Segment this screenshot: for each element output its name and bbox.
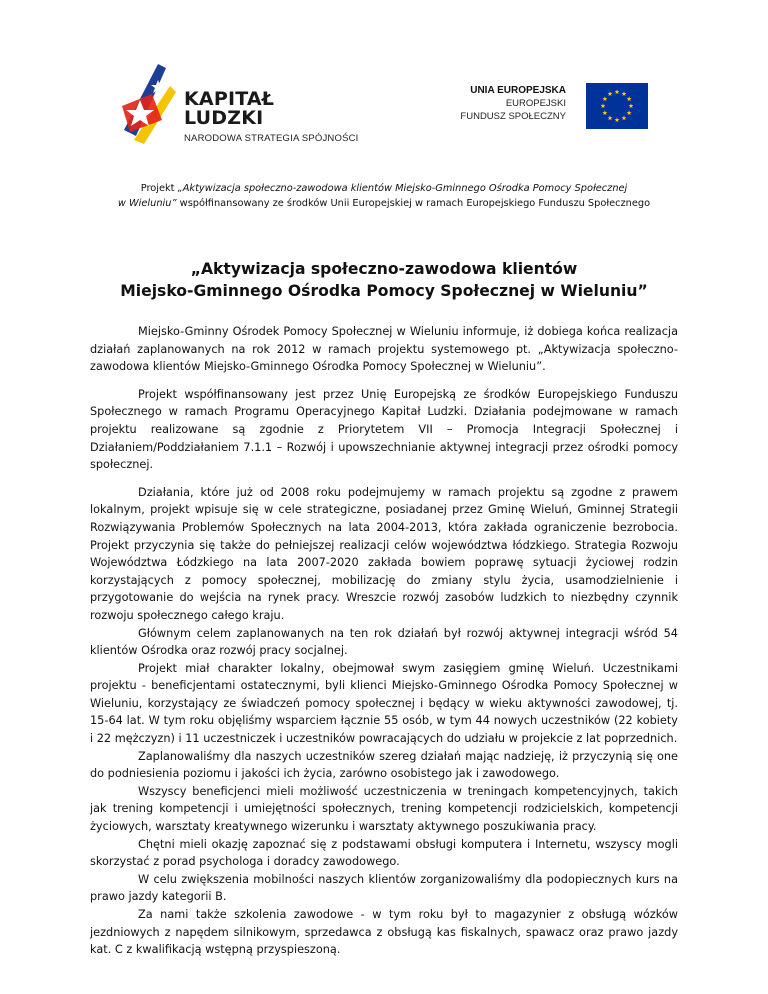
project-note-suffix: współfinansowany ze środków Unii Europejskiej w ramach Europejskiego Funduszu Społecznego [176,198,651,209]
paragraph: Miejsko-Gminny Ośrodek Pomocy Społecznej w Wieluniu informuje, iż dobiega końca realizacja działań zaplanowanych na rok 2012 w ramach projektu systemowego pt. „Aktywizacja społeczno-zawodowa klientów Miejsko-Gminnego Ośrodka Pomocy Społecznej w Wieluniu”. [90,325,678,374]
eu-line3: FUNDUSZ SPOŁECZNY [460,111,566,122]
eu-title: UNIA EUROPEJSKA [470,85,566,96]
paragraph: Projekt miał charakter lokalny, obejmował swym zasięgiem gminę Wieluń. Uczestnikami projektu - beneficjentami ostatecznymi, byli klienci Miejsko-Gminnego Ośrodka Pomocy Społecznej w Wieluniu, korzystający ze świadczeń pomocy społecznej i będący w wieku aktywności zawodowej, tj. 15-64 lat. W tym roku objęliśmy wsparciem łącznie 55 osób, w tym 44 nowych uczestników (22 kobiety i 22 mężczyzn) i 11 uczestniczek i uczestników powracających do udziału w projekcie z lat poprzednich. [90,661,678,746]
title-line-1: „Aktywizacja społeczno-zawodowa klientów [190,260,578,278]
kapital-ludzki-logo [118,60,358,144]
document-body [90,323,678,959]
project-note-prefix: Projekt [140,183,178,194]
paragraph: Wszyscy beneficjenci mieli możliwość uczestniczenia w treningach kompetencyjnych, takich jak trening kompetencji i umiejętności społecznych, trening kompetencji rodzicielskich, kompetencji życiowych, warsztaty kreatywnego wizerunku i warsztaty aktywnego poszukiwania pracy. [90,784,678,834]
project-note-italic-1: „Aktywizacja społeczno-zawodowa klientów Miejsko-Gminnego Ośrodka Pomocy Społecznej [177,183,628,194]
kapital-ludzki-subtitle: NARODOWA STRATEGIA SPÓJNOŚCI [184,133,359,144]
kapital-ludzki-emblem-icon [118,60,180,144]
eu-logo [452,82,648,132]
title-line-2: Miejsko-Gminnego Ośrodka Pomocy Społecznej w Wieluniu” [120,282,648,300]
eu-flag-icon [586,83,648,129]
project-note [60,181,708,211]
paragraph: Chętni mieli okazję zapoznać się z podstawami obsługi komputera i Internetu, wszyscy mogli skorzystać z porad psychologa i doradcy zawodowego. [90,837,678,869]
eu-line2: EUROPEJSKI [505,98,566,109]
kapital-ludzki-title: KAPITAŁ LUDZKI [184,88,275,129]
paragraph: Działania, które już od 2008 roku podejmujemy w ramach projektu są zgodne z prawem lokalnym, projekt wpisuje się w cele strategiczne, posiadanej przez Gminę Wieluń, Gminnej Strategii Rozwiązywania Problemów Społecznych na lata 2004-2013, która zakłada ograniczenie bezrobocia. Projekt przyczynia się także do pełniejszej realizacji celów województwa łódzkiego. Strategia Rozwoju Województwa Łódzkiego na lata 2007-2020 zakłada bowiem poprawę sytuacji życiowej rodzin korzystających z pomocy społecznej, mobilizację do zmiany stylu życia, usamodzielnienie i przygotowanie do wejścia na rynek pracy. Wreszcie rozwój zasobów ludzkich to niezbędny czynnik rozwoju społecznego całego kraju. [90,485,678,622]
paragraph: Projekt współfinansowany jest przez Unię Europejską ze środków Europejskiego Funduszu Społecznego w ramach Programu Operacyjnego Kapitał Ludzki. Działania podejmowane w ramach projektu realizowane są zgodnie z Priorytetem VII – Promocja Integracji Społecznej i Działaniem/Poddziałaniem 7.1.1 – Rozwój i upowszechnianie aktywnej integracji przez ośrodki pomocy społecznej. [90,387,678,472]
paragraph: Zaplanowaliśmy dla naszych uczestników szereg działań mając nadzieję, iż przyczynią się one do podniesienia poziomu i jakości ich życia, zarówno osobistego jak i zawodowego. [90,749,678,781]
paragraph: W celu zwiększenia mobilności naszych klientów zorganizowaliśmy dla podopiecznych kurs na prawo jazdy kategorii B. [90,872,678,904]
paragraph: Głównym celem zaplanowanych na ten rok działań był rozwój aktywnej integracji wśród 54 klientów Ośrodka oraz rozwój pracy socjalnej. [90,626,678,658]
project-note-italic-2: w Wieluniu” [117,198,177,209]
paragraph: Za nami także szkolenia zawodowe - w tym roku był to magazynier z obsługą wózków jezdniowych z napędem silnikowym, sprzedawca z obsługą kas fiskalnych, spawacz oraz prawo jazdy kat. C z kwalifikacją wstępną przyspieszoną. [90,908,678,957]
document-title [60,258,708,302]
